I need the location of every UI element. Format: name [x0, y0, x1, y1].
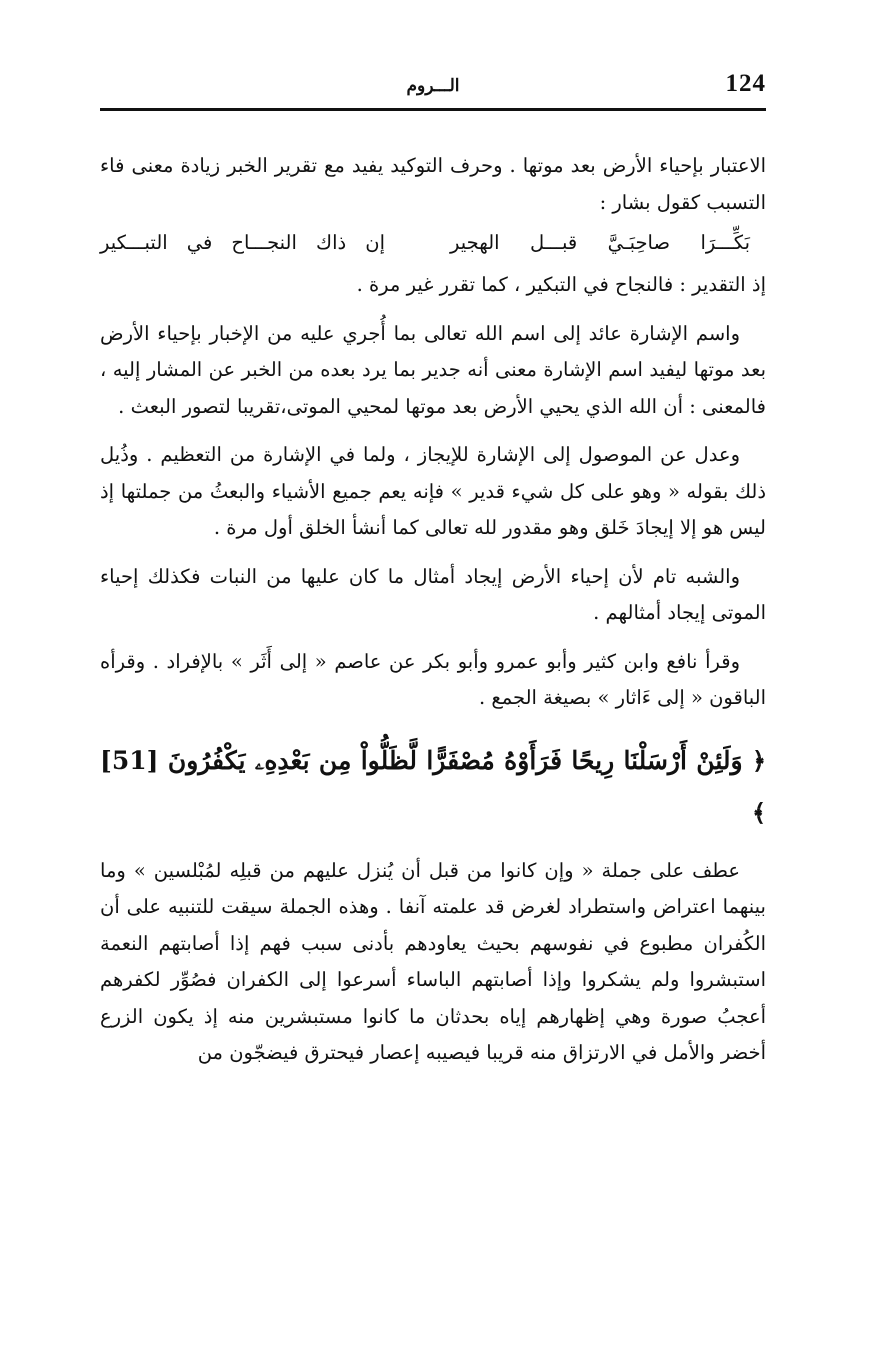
quran-verse — [100, 735, 766, 839]
page-number: 124 — [725, 70, 766, 97]
paragraph: واسم الإشارة عائد إلى اسم الله تعالى بما أُجري عليه من الإخبار بإحياء الأرض بعد موتها ليفيد اسم الإشارة معنى أنه جدير بما يرد بعده من الخبر عن المشار إليه ، فالمعنى : أن الله الذي يحيي الأرض بعد موتها لمحيي الموتى،تقريبا لتصور البعث . — [100, 321, 766, 418]
body-text — [100, 148, 766, 1084]
header-rule — [100, 108, 766, 111]
paragraph: وقرأ نافع وابن كثير وأبو عمرو وأبو بكر عن عاصم « إلى أَثَر » بالإفراد . وقرأه الباقون « إلى ءَاثار » بصيغة الجمع . — [100, 649, 766, 709]
paragraph: عطف على جملة « وإن كانوا من قبل أن يُنزل عليهم من قبلِه لمُبْلسين » وما بينهما اعتراض واستطراد لغرض قد علمته آنفا . وهذه الجملة سيقت للتنبيه على أن الكُفران مطبوع في نفوسهم بحيث يعاودهم بأدنى سبب فهم إذا أصابتهم النعمة استبشروا ولم يشكروا وإذا أصابتهم الباساء أسرعوا إلى الكفران فصُوِّر لكفرهم أعجبُ صورة وهي إظهارهم إياه بحدثان ما كانوا مستبشرين منه إذ يكون الزرع أخضر والأمل في الارتزاق منه قريبا فيصيبه إعصار فيحترق فيضجّون من — [100, 858, 766, 1064]
running-title: الـــروم — [406, 76, 460, 96]
page-header — [100, 60, 766, 110]
poem-verse — [100, 225, 766, 265]
verse-close-bracket: ﴾ — [751, 797, 766, 827]
paragraph: إذ التقدير : فالنجاح في التبكير ، كما تقرر غير مرة . — [356, 273, 766, 296]
poem-second-hemistich: إن ذاك النجـــاح في التبـــكير — [100, 231, 385, 254]
paragraph: الاعتبار بإحياء الأرض بعد موتها . وحرف التوكيد يفيد مع تقرير الخبر زيادة معنى فاء التسبب كقول بشار : — [100, 154, 766, 214]
paragraph: وعدل عن الموصول إلى الإشارة للإيجاز ، ولما في الإشارة من التعظيم . وذُيل ذلك بقوله « وهو على كل شيء قدير » فإنه يعم جميع الأشياء والبعثُ من جملتها إذ ليس هو إلا إيجادَ خَلق وهو مقدور لله تعالى كما أنشأ الخلق أول مرة . — [100, 443, 766, 539]
paragraph: والشبه تام لأن إحياء الأرض إيجاد أمثال ما كان عليها من النبات فكذلك إحياء الموتى إيجاد أمثالهم . — [100, 564, 766, 624]
poem-first-hemistich: بَكِّـــرَا صاحِبَـيَّ قبـــل الهجير — [450, 231, 750, 254]
verse-text: وَلَئِنْ أَرْسَلْنَا رِيحًا فَرَأَوْهُ مُصْفَرًّا لَّظَلُّواْ مِن بَعْدِهِۦ يَكْفُرُونَ [51] — [100, 745, 743, 775]
verse-open-bracket: ﴿ — [751, 745, 766, 775]
